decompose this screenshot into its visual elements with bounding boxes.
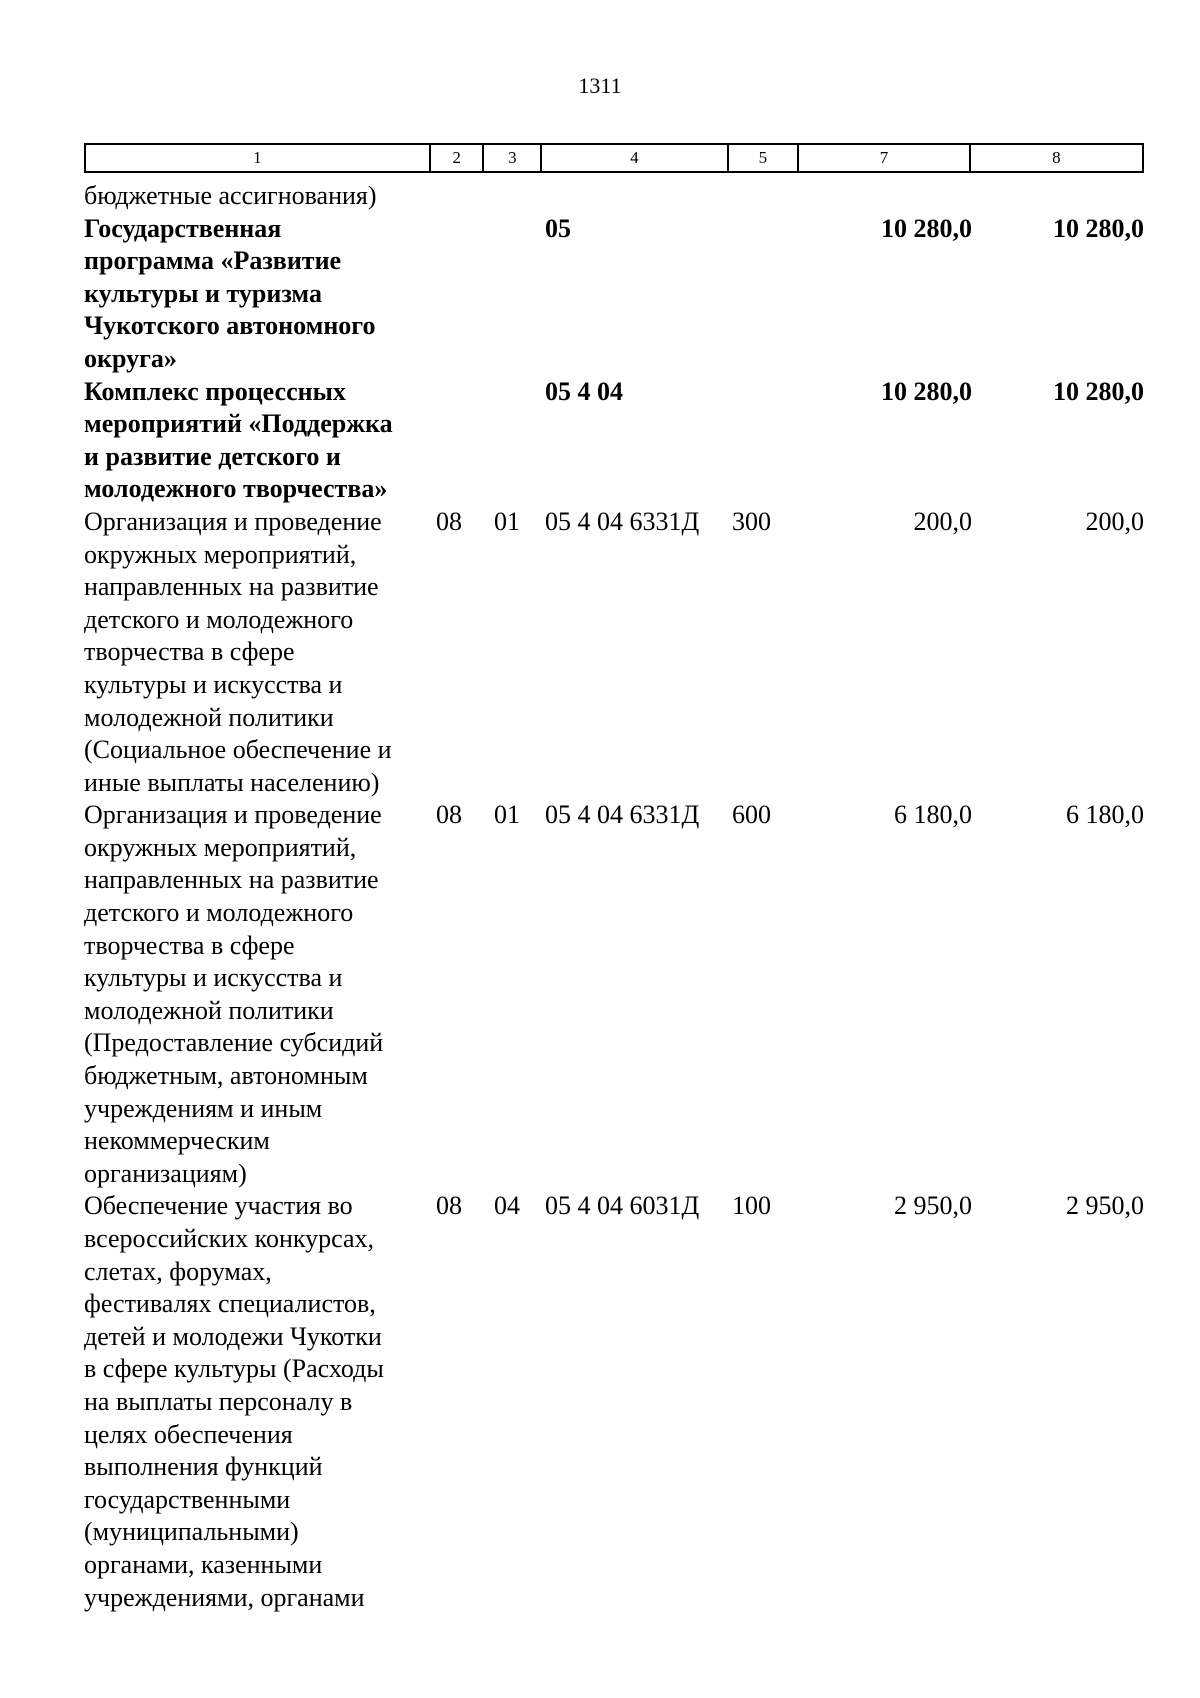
row-expense-type: 100 xyxy=(732,1191,771,1221)
table-body xyxy=(84,180,1144,1614)
row-amount-2: 10 280,0 xyxy=(1053,376,1144,406)
table-row xyxy=(84,1190,1144,1614)
row-name: Обеспечение участия во всероссийских конкурсах, слетах, форумах, фестивалях специалистов, детей и молодежи Чукотки в сфере культуры (Расходы на выплаты персоналу в целях обеспечения выполнения функций государственными (муниципальными) органами, казенными учреждениями, органами xyxy=(84,1191,384,1612)
column-header-4: 4 xyxy=(542,145,728,171)
column-header-1: 1 xyxy=(86,145,431,171)
row-subsection: 04 xyxy=(494,1191,520,1221)
page-number: 1311 xyxy=(578,73,622,98)
row-subsection xyxy=(484,376,542,506)
row-section: 08 xyxy=(436,800,462,830)
row-target-code: 05 4 04 6031Д xyxy=(545,1191,700,1221)
row-amount-1 xyxy=(800,180,972,213)
row-amount-1: 10 280,0 xyxy=(881,376,972,406)
table-row xyxy=(84,376,1144,506)
row-expense-type xyxy=(729,376,800,506)
table-row xyxy=(84,506,1144,799)
row-amount-1: 6 180,0 xyxy=(894,800,972,830)
row-subsection xyxy=(484,180,542,213)
row-name: Комплекс процессных мероприятий «Поддержка и развитие детского и молодежного творчества» xyxy=(84,376,393,504)
row-target-code xyxy=(542,180,729,213)
row-expense-type: 300 xyxy=(732,506,771,536)
row-target-code: 05 4 04 6331Д xyxy=(545,506,700,536)
row-expense-type: 600 xyxy=(732,800,771,830)
row-name: Государственная программа «Развитие культуры и туризма Чукотского автономного округа» xyxy=(84,213,376,373)
row-amount-1: 200,0 xyxy=(913,506,972,536)
row-expense-type xyxy=(729,180,800,213)
row-target-code: 05 4 04 xyxy=(545,376,623,406)
row-amount-2: 6 180,0 xyxy=(1066,800,1144,830)
row-subsection: 01 xyxy=(494,506,520,536)
row-expense-type xyxy=(729,213,800,376)
row-amount-2: 10 280,0 xyxy=(1053,213,1144,243)
table-row xyxy=(84,799,1144,1190)
table-row xyxy=(84,180,1144,213)
row-section xyxy=(430,213,484,376)
row-section xyxy=(430,376,484,506)
row-subsection xyxy=(484,213,542,376)
table-header xyxy=(84,143,1144,173)
row-name: Организация и проведение окружных мероприятий, направленных на развитие детского и молодежного творчества в сфере культуры и искусства и молодежной политики (Предоставление субсидий бюджетным, автономным учреждениям и иным некоммерческим организациям) xyxy=(84,800,384,1188)
column-header-7: 7 xyxy=(799,145,970,171)
row-amount-1: 10 280,0 xyxy=(881,213,972,243)
table-row xyxy=(84,213,1144,376)
column-header-2: 2 xyxy=(431,145,485,171)
row-amount-2: 2 950,0 xyxy=(1066,1191,1144,1221)
row-subsection: 01 xyxy=(494,800,520,830)
row-amount-2 xyxy=(972,180,1144,213)
row-section: 08 xyxy=(436,506,462,536)
row-name: Организация и проведение окружных мероприятий, направленных на развитие детского и молодежного творчества в сфере культуры и искусства и молодежной политики (Социальное обеспечение и иные выплаты населению) xyxy=(84,506,392,797)
row-name: бюджетные ассигнования) xyxy=(84,181,377,210)
row-amount-2: 200,0 xyxy=(1085,506,1144,536)
row-amount-1: 2 950,0 xyxy=(894,1191,972,1221)
row-target-code: 05 4 04 6331Д xyxy=(545,800,700,830)
row-target-code: 05 xyxy=(545,213,571,243)
row-section: 08 xyxy=(436,1191,462,1221)
column-header-8: 8 xyxy=(1052,148,1061,167)
column-header-3: 3 xyxy=(484,145,542,171)
column-header-5: 5 xyxy=(729,145,800,171)
row-section xyxy=(430,180,484,213)
